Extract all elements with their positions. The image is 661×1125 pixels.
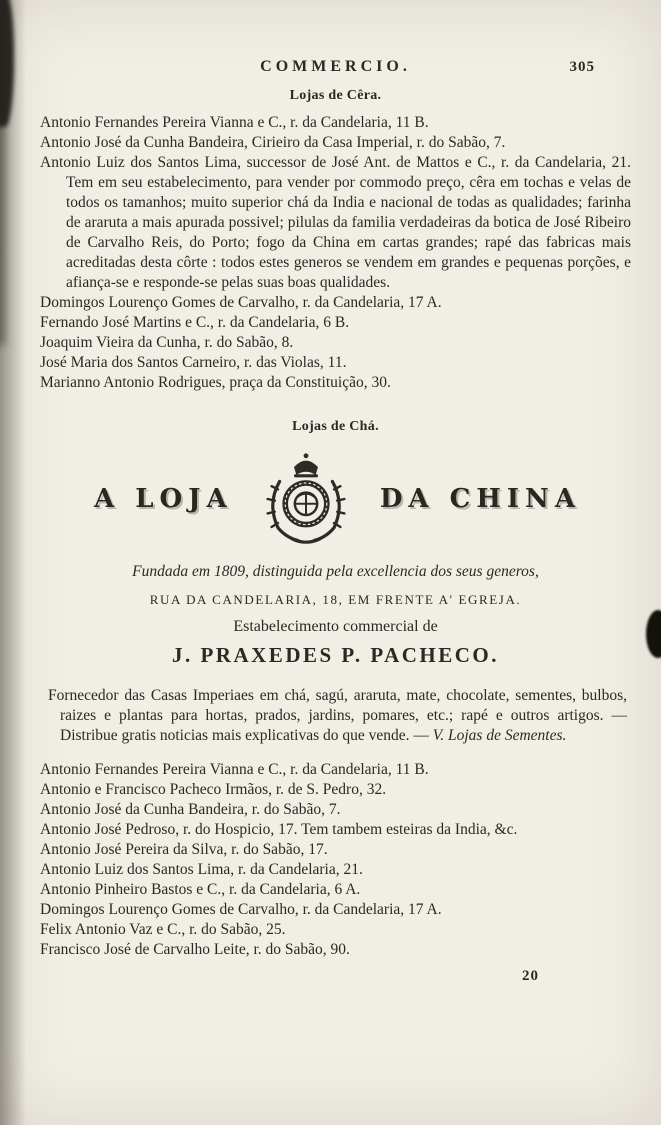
advertisement-loja-da-china bbox=[40, 439, 631, 746]
imperial-crest-icon bbox=[262, 451, 350, 547]
ad-address-line: RUA DA CANDELARIA, 18, EM FRENTE A' EGREJA. bbox=[149, 592, 522, 607]
directory-entry: Antonio Fernandes Pereira Vianna e C., r. da Candelaria, 11 B. bbox=[40, 114, 429, 131]
ad-description bbox=[40, 686, 631, 746]
section-heading-wax-shops: Lojas de Cêra. bbox=[289, 88, 382, 103]
directory-entry: Fernando José Martins e C., r. da Candelaria, 6 B. bbox=[40, 314, 350, 331]
directory-entry: Antonio José Pedroso, r. do Hospicio, 17. Tem tambem esteiras da India, &c. bbox=[40, 821, 518, 838]
section-heading-tea-shops: Lojas de Chá. bbox=[292, 419, 379, 434]
directory-entry: Marianno Antonio Rodrigues, praça da Constituição, 30. bbox=[40, 374, 391, 391]
running-head bbox=[40, 58, 631, 80]
signature-number: 20 bbox=[522, 968, 539, 984]
directory-entry: Antonio José Pereira da Silva, r. do Sabão, 17. bbox=[40, 841, 328, 858]
directory-entry: Domingos Lourenço Gomes de Carvalho, r. da Candelaria, 17 A. bbox=[40, 901, 442, 918]
ad-proprietor-name: J. PRAXEDES P. PACHECO. bbox=[171, 643, 500, 667]
directory-entry: Francisco José de Carvalho Leite, r. do Sabão, 90. bbox=[40, 941, 350, 958]
ad-founded-line: Fundada em 1809, distinguida pela excellencia dos seus generos, bbox=[132, 563, 539, 580]
directory-entry: Felix Antonio Vaz e C., r. do Sabão, 25. bbox=[40, 921, 286, 938]
running-head-title: COMMERCIO. bbox=[260, 58, 411, 75]
wax-shops-entry-list bbox=[40, 113, 631, 393]
page-number: 305 bbox=[569, 59, 595, 75]
directory-entry: Antonio Luiz dos Santos Lima, r. da Candelaria, 21. bbox=[40, 861, 363, 878]
directory-entry: José Maria dos Santos Carneiro, r. das Violas, 11. bbox=[40, 354, 347, 371]
ad-title-row bbox=[40, 439, 631, 547]
ad-title-right: DA CHINA bbox=[379, 484, 581, 514]
directory-entry: Antonio Luiz dos Santos Lima, successor de José Ant. de Mattos e C., r. da Candelaria, 21. Tem em seu estabelecimento, para vender por commodo preço, cêra em tochas e velas de todos os tamanhos; muito superior chá da India e nacional de todas as qualidades; farinha de araruta a mais apurada possivel; pilulas da familia verdadeiras da botica de José Ribeiro de Carvalho Reis, do Porto; fogo da China em cartas grandes; rapé das fabricas mais acreditadas desta côrte : todos estes generos se vendem em grandes e pequenas porções, e afiança-se e responde-se pelas suas boas qualidades. bbox=[40, 154, 631, 291]
tea-shops-entry-list bbox=[40, 760, 631, 960]
ad-description-text: Fornecedor das Casas Imperiaes em chá, sagú, araruta, mate, chocolate, sementes, bulbos, raizes e plantas para hortas, prados, jardins, pomares, etc.; rapé e outros artigos. — Distribue gratis noticias mais explicativas do que vende. — bbox=[48, 687, 627, 744]
directory-entry: Antonio Pinheiro Bastos e C., r. da Candelaria, 6 A. bbox=[40, 881, 361, 898]
directory-entry: Antonio José da Cunha Bandeira, Cirieiro da Casa Imperial, r. do Sabão, 7. bbox=[40, 134, 506, 151]
ad-establishment-line: Estabelecimento commercial de bbox=[233, 618, 438, 635]
ad-title-left: A LOJA bbox=[94, 484, 233, 514]
directory-entry: Antonio e Francisco Pacheco Irmãos, r. de S. Pedro, 32. bbox=[40, 781, 387, 798]
ad-description-reference: V. Lojas de Sementes. bbox=[432, 727, 567, 744]
directory-entry: Antonio Fernandes Pereira Vianna e C., r. da Candelaria, 11 B. bbox=[40, 761, 429, 778]
directory-entry: Joaquim Vieira da Cunha, r. do Sabão, 8. bbox=[40, 334, 294, 351]
directory-entry: Domingos Lourenço Gomes de Carvalho, r. da Candelaria, 17 A. bbox=[40, 294, 442, 311]
directory-entry: Antonio José da Cunha Bandeira, r. do Sabão, 7. bbox=[40, 801, 341, 818]
